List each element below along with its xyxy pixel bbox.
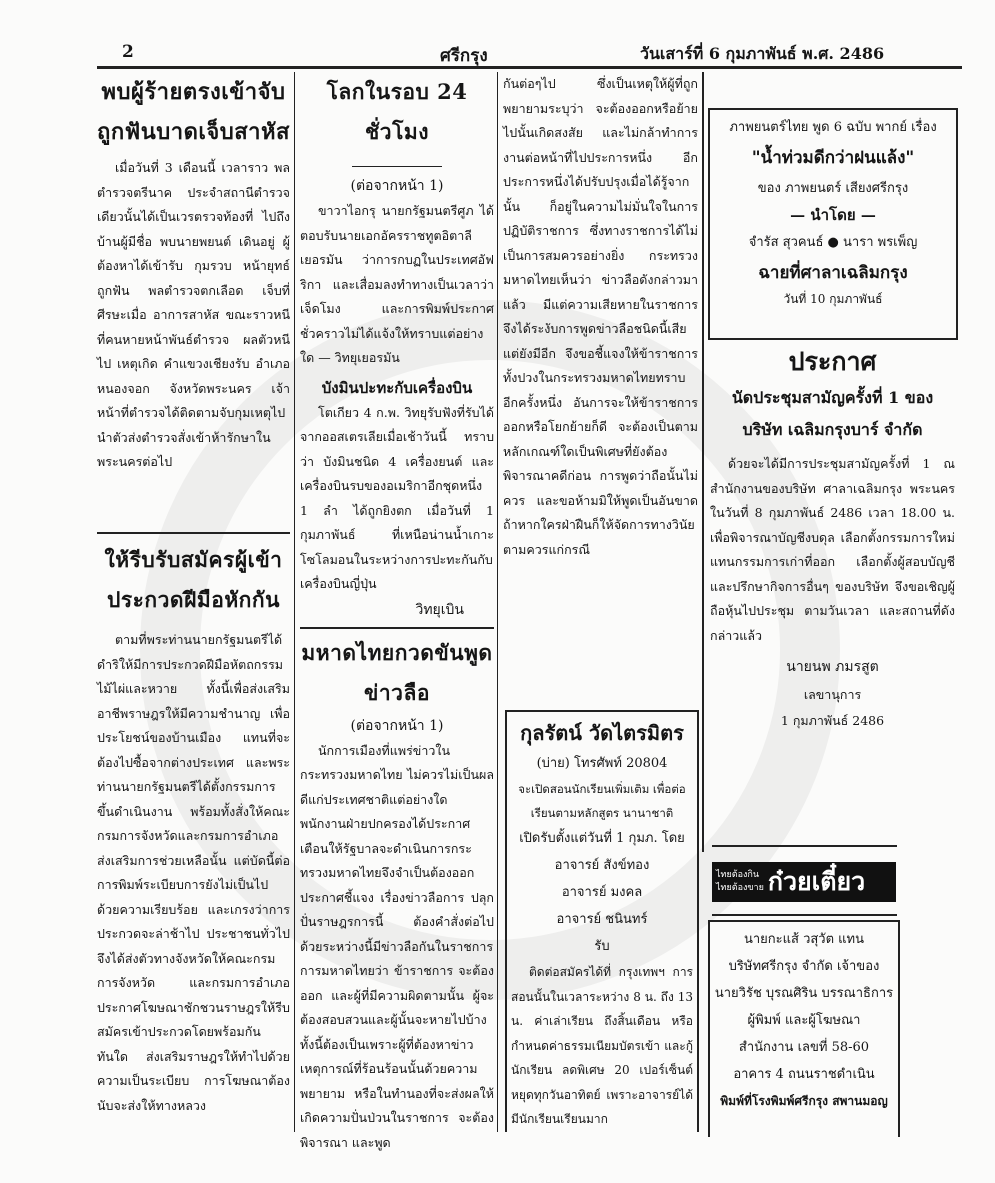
notice-date: 1 กุมภาพันธ์ 2486 <box>780 713 885 728</box>
imprint-line: อาคาร 4 ถนนราชดำเนิน <box>733 1067 875 1082</box>
column-divider <box>294 72 295 1132</box>
movie-ad-line: — นำโดย — <box>790 206 876 224</box>
header-rule <box>97 66 962 69</box>
continued-label: (ต่อจากหน้า 1) <box>350 178 444 194</box>
movie-title: "น้ำท่วมดีกว่าฝนแล้ง" <box>751 148 915 168</box>
imprint-line: นายวิรัช บุรณศิริน บรรณาธิการ <box>714 986 894 1001</box>
imprint-line: สำนักงาน เลขที่ 58-60 <box>738 1040 870 1055</box>
movie-ad-line: ภาพยนตร์ไทย พูด 6 ฉบับ พากย์ เรื่อง <box>729 120 937 135</box>
school-line: อาจารย์ ชนินทร์ <box>556 912 648 927</box>
article-aircraft-body: โตเกียว 4 ก.พ. วิทยุรับฟังที่รับได้จากออสเตรเลียเมื่อเช้าวันนี้ ทราบว่า บังมินชนิด 4 เครื่องยนต์ และเครื่องบินรบของอเมริกาอีกชุดหนึ่ง 1 ลำ ได้ถูกยิงตก เมื่อวันที่ 1 กุมภาพันธ์ ที่เหนือน่านน้ำเกาะโซโลมอนในระหว่างการปะทะกันกับเครื่องบินญี่ปุ่น <box>300 404 494 591</box>
noodle-ad-title: ก๋วยเตี๋ยว <box>767 867 866 896</box>
movie-date: วันที่ 10 กุมภาพันธ์ <box>783 292 883 306</box>
ad-rule <box>712 914 897 916</box>
school-body: ติดต่อสมัครได้ที่ กรุงเทพฯ การสอนนั้นในเวลาระหว่าง 8 น. ถึง 13 น. ค่าเล่าเรียน ถึงสิ้นเดือน หรือกำหนดค่าธรรมเนียมบัตรเข้า และกู้นักเรียน ลดพิเศษ 20 เปอร์เซ็นต์ หยุดทุกวันอาทิตย์ เพราะอาจารย์ได้มีนักเรียนเรียนมาก <box>511 965 693 1126</box>
article-rumors-continued: กันต่อๆไป ซึ่งเป็นเหตุให้ผู้ที่ถูกพยายามระบุว่า จะต้องออกหรือย้ายไปนั้นเกิดสงสัย และไม่กล้าทำการงานต่อหน้าที่ไปประการหนึ่ง อีกประการหนึ่งได้ปรับปรุงเมื่อได้รู้จากนั้น ก็อยู่ในความไม่มั่นใจในการปฏิบัติราชการ ซึ่งทางราชการได้ไม่เป็นการสมควรอย่างยิ่ง กระทรวงมหาดไทยเห็นว่า ข่าวลือดังกล่าวมาแล้ว มีแต่ความเสียหายในราชการ จึงได้ระงับการพูดข่าวลือชนิดนี้เสีย แต่ยังมีอีก จึงขอชี้แจงให้ข้าราชการทั้งปวงในกระทรวงมหาดไทยทราบอีกครั้งหนึ่ง อันการจะให้ข้าราชการออกหรือโยกย้ายก็ดี จะต้องเป็นตามหลักเกณฑ์ใดเป็นพิเศษที่ยังต้องพิจารณาคดีก่อน การพูดว่าถือนั้นไม่ควร และขอห้ามมิให้พูดเป็นอันขาด ถ้าหากใครฝ่าฝืนก็ให้จัดการทางวินัยตามควรแก่กรณี <box>503 76 698 557</box>
imprint-line: นายกะแส้ วสุวัต แทน <box>743 932 865 947</box>
school-name: กุลรัตน์ วัดไตรมิตร <box>520 721 684 745</box>
movie-ad-box <box>708 108 958 340</box>
headline-interior-rumors: มหาดไทยกวดขันพูด ข่าวลือ <box>301 639 493 705</box>
article-robber-body: เมื่อวันที่ 3 เดือนนี้ เวลาราว พลตำรวจตรีนาค ประจำสถานีตำรวจเดียวนั้นได้เป็นเวรตรวจท้องที่ ไปถึงบ้านผู้มีชื่อ พบนายพยนต์ เดินอยู่ ผู้ต้องหาได้เข้ารับ กุมรวบ หน้ายุทธ์ ถูกฟัน พลตำรวจตกเลือด เจ็บที่ศีรษะเมื่อ อาการสาหัส ขณะราวหนีที่คนหายหน้าพันธ์ตำรวจ ผลตัวหนีไป เหตุเกิด คำแขวงเชียงรับ อำเภอหนองจอก จังหวัดพระนคร เจ้าหน้าที่ตำรวจได้ติดตามจับกุมเหตุไป นำตัวส่งตำรวจสั่งเข้าห้ารักษาใน พระนครต่อไป <box>97 160 290 469</box>
school-line: เปิดรับตั้งแต่วันที่ 1 กุมภ. โดย <box>519 831 685 846</box>
noodle-ad-banner <box>712 862 896 902</box>
notice <box>710 342 955 842</box>
newspaper-name: ศรีกรุง <box>440 46 488 66</box>
notice-title: ประกาศ <box>788 347 877 376</box>
ad-rule <box>712 845 897 847</box>
source-credit: วิทยุเบิน <box>415 601 464 618</box>
imprint-line: พิมพ์ที่โรงพิมพ์ศรีกรุง สพานมอญ <box>720 1094 888 1108</box>
imprint-box <box>708 920 900 1137</box>
movie-cast: จำรัส สุวคนธ์ ● นารา พรเพ็ญ <box>748 235 918 250</box>
noodle-ad-small: ไทยต้องกิน <box>716 870 759 880</box>
noodle-ad-tagline <box>712 869 768 895</box>
imprint-line: บริษัทศรีกรุง จำกัด เจ้าของ <box>728 959 880 974</box>
article-world-body: ขาวาไอกรุ นายกรัฐมนตรีศูภ ได้ตอบรับนายเอกอัครราชทูตอิตาลี เยอรมัน ว่าการกบฏในประเทศอัฟริกา และเสื่อมลงทำทางเป็นเวลาว่าเจ็ดโมง และการพิมพ์ประกาศชั่วคราวไม่ได้แจ้งให้ทราบแต่อย่างใด — วิทยุเยอรมัน <box>300 203 494 365</box>
page-number: 2 <box>122 42 134 62</box>
notice-body: ด้วยจะได้มีการประชุมสามัญครั้งที่ 1 ณ สำนักงานของบริษัท ศาลาเฉลิมกรุง พระนคร ในวันที่ 8 กุมภาพันธ์ 2486 เวลา 18.00 น. เพื่อพิจารณาบัญชีงบดุล เลือกตั้งกรรมการใหม่แทนกรรมการเก่าที่ออก เลือกตั้งผู้สอบบัญชี และปรึกษากิจการอื่นๆ ของบริษัท จึงขอเชิญผู้ถือหุ้นไปประชุม ตามวันเวลา และสถานที่ดังกล่าวแล้ว <box>710 456 955 643</box>
article-rumors-body: นักการเมืองที่แพร่ข่าวในกระทรวงมหาดไทย ไม่ควรไม่เป็นผลดีแก่ประเทศชาติแต่อย่างใด พนักงานฝ่ายปกครองได้ประกาศเตือนให้รัฐบาลจะดำเนินการกระทรวงมหาดไทยจึงจำเป็นต้องออกประกาศชี้แจง เรื่องข่าวลือการ ปลุกปั่นราษฎรการนี้ ต้องคำสั่งต่อไป ด้วยระหว่างนี้มีข่าวลือกันในราชการการมหาดไทยว่า ข้าราชการ จะต้องออก และผู้ที่มีความผิดตามนั้น ผู้จะต้องสอบสวนและผู้นั้นจะหายไปบ้าง ทั้งนี้ต้องเป็นเพราะผู้ที่ต้องหาข่าวเหตุการณ์ที่ร้อนร้อนนั้นด้วยความพยายาม หรือในทำนองที่จะส่งผลให้เกิดความปั่นป่วนในราชการ จะต้องพิจารณา และพูด <box>300 742 494 1150</box>
school-ad-box <box>505 710 699 1132</box>
continued-label: (ต่อจากหน้า 1) <box>350 717 444 734</box>
column-divider <box>497 72 498 1132</box>
notice-signer: นายนพ ภมรสูต <box>786 659 879 675</box>
movie-venue: ฉายที่ศาลาเฉลิมกรุง <box>758 263 908 283</box>
notice-company: บริษัท เฉลิมกรุงบาร์ จำกัด <box>742 420 923 439</box>
school-line: รับ <box>594 939 610 954</box>
movie-ad-line: ของ ภาพยนตร์ เสียงศรีกรุง <box>757 181 909 196</box>
noodle-ad-small: ไทยต้องขาย <box>716 883 764 893</box>
column-divider <box>702 72 704 852</box>
headline-world-24h: โลกในรอบ 24 ชั่วโมง <box>326 79 468 144</box>
short-rule <box>352 166 442 167</box>
school-phone: (บ่าย) โทรศัพท์ 20804 <box>536 756 668 771</box>
headline-robber: พบผู้ร้ายตรงเข้าจับ ถูกฟันบาดเจ็บสาหัส <box>97 79 290 145</box>
school-line: อาจารย์ สังข์ทอง <box>554 858 650 873</box>
article-rule <box>300 627 494 629</box>
notice-subtitle: นัดประชุมสามัญครั้งที่ 1 ของ <box>731 388 934 407</box>
imprint-line: ผู้พิมพ์ และผู้โฆษณา <box>747 1013 861 1028</box>
issue-date: วันเสาร์ที่ 6 กุมภาพันธ์ พ.ศ. 2486 <box>640 44 885 63</box>
column-1 <box>97 72 290 1132</box>
article-contest-body: ตามที่พระท่านนายกรัฐมนตรีได้ดำริให้มีการประกวดฝีมือหัตถกรรมไม้ไผ่และหวาย ทั้งนี้เพื่อส่งเสริมอาชีพราษฎรให้มีความชำนาญ เพื่อประโยชน์ของบ้านเมือง แทนที่จะต้องไปซื้อจากต่างประเทศ และพระท่านนายกรัฐมนตรีได้ตั้งกรรมการขึ้นดำเนินงาน พร้อมทั้งสั่งให้คณะกรมการจังหวัดและกรมการอำเภอ ส่งเสริมการช่วยเหลือนั้น แต่บัดนี้ต่อการพิมพ์ระเบียบการยังไม่เป็นไปด้วยความเรียบร้อย และเกรงว่าการประกวดจะล่าช้าไป ประชาชนทั่วไปจึงได้ส่งตัวทางจังหวัดให้คณะกรมการจังหวัด และกรมการอำเภอประกาศโฆษณาชักชวนราษฎรให้รีบสมัครเข้าประกวดโดยพร้อมกันทันใด ส่งเสริมราษฎรให้ทำไปด้วยความเป็นระเบียบ การโฆษณาต้องนับจะส่งให้ทางหลวง <box>97 632 290 1113</box>
subheadline-aircraft: บังมินปะทะกับเครื่องบิน <box>321 378 473 397</box>
school-line: อาจารย์ มงคล <box>561 885 643 900</box>
school-line: จะเปิดสอนนักเรียนเพิ่มเติม เพื่อต่อเรียนตามหลักสูตร นานาชาติ <box>518 782 686 820</box>
column-2 <box>300 72 494 1150</box>
notice-role: เลขานุการ <box>803 687 862 702</box>
article-rule <box>97 532 290 534</box>
headline-contest: ให้รีบรับสมัครผู้เข้า ประกวดฝีมือหักกัน <box>104 547 283 612</box>
